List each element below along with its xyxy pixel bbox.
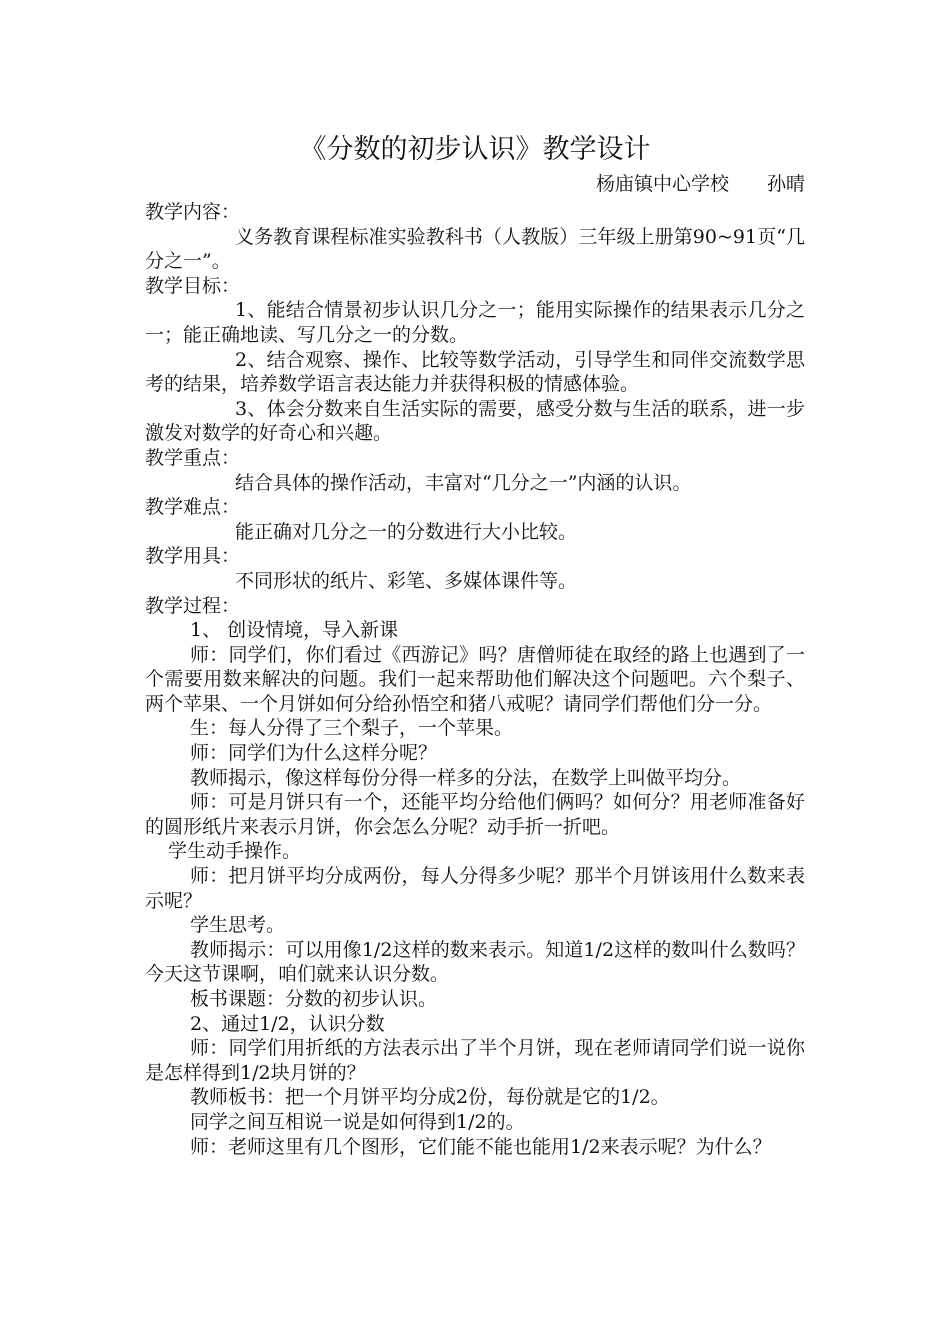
paragraph: 师：把月饼平均分成两份，每人分得多少呢？那半个月饼该用什么数来表示呢？ <box>145 865 805 912</box>
paragraph: 师：可是月饼只有一个，还能平均分给他们俩吗？如何分？用老师准备好的圆形纸片来表示月饼，你会怎么分呢？动手折一折吧。 <box>145 791 805 838</box>
paragraph: 1、 创设情境，导入新课 <box>190 619 399 642</box>
paragraph: 学生思考。 <box>190 914 286 937</box>
document-body <box>145 200 805 1159</box>
paragraph: 2、结合观察、操作、比较等数学活动，引导学生和同伴交流数学思考的结果，培养数学语言表达能力并获得积极的情感体验。 <box>145 348 805 396</box>
paragraph: 义务教育课程标准实验教科书（人教版）三年级上册第90~91页“几分之一”。 <box>145 225 805 273</box>
paragraph: 学生动手操作。 <box>168 840 302 863</box>
section-heading: 教学重点： <box>145 446 241 469</box>
section-heading: 教学过程： <box>145 594 241 617</box>
section-heading: 教学目标： <box>145 274 241 297</box>
document-title: 《分数的初步认识》教学设计 <box>299 134 651 165</box>
paragraph: 师：同学们用折纸的方法表示出了半个月饼，现在老师请同学们说一说你是怎样得到1/2块月饼的？ <box>145 1037 805 1084</box>
section-heading: 教学用具： <box>145 545 241 568</box>
paragraph: 1、能结合情景初步认识几分之一；能用实际操作的结果表示几分之一；能正确地读、写几分之一的分数。 <box>145 299 805 346</box>
paragraph: 师：同学们，你们看过《西游记》吗？唐僧师徒在取经的路上也遇到了一个需要用数来解决的问题。我们一起来帮助他们解决这个问题吧。六个梨子、两个苹果、一个月饼如何分给孙悟空和猪八戒呢？请同学们帮他们分一分。 <box>145 643 805 715</box>
school-name: 杨庙镇中心学校 <box>595 173 729 195</box>
paragraph: 师：老师这里有几个图形，它们能不能也能用1/2来表示呢？为什么？ <box>190 1135 772 1158</box>
paragraph: 教师揭示：可以用像1/2这样的数来表示。知道1/2这样的数叫什么数吗？今天这节课啊，咱们就来认识分数。 <box>145 938 805 986</box>
paragraph: 同学之间互相说一说是如何得到1/2的。 <box>190 1110 525 1133</box>
paragraph: 生：每人分得了三个梨子，一个苹果。 <box>190 717 514 740</box>
paragraph: 板书课题：分数的初步认识。 <box>190 988 438 1010</box>
section-heading: 教学难点： <box>145 496 241 519</box>
author-line <box>145 171 805 197</box>
paragraph: 不同形状的纸片、彩笔、多媒体课件等。 <box>235 569 578 592</box>
paragraph: 2、通过1/2，认识分数 <box>190 1012 385 1035</box>
paragraph: 教师揭示，像这样每份分得一样多的分法，在数学上叫做平均分。 <box>190 766 742 789</box>
paragraph: 教师板书：把一个月饼平均分成2份，每份就是它的1/2。 <box>190 1086 670 1109</box>
paragraph: 师：同学们为什么这样分呢？ <box>190 742 438 765</box>
author-name: 孙晴 <box>766 173 805 195</box>
section-heading: 教学内容： <box>145 201 241 223</box>
paragraph: 3、体会分数来自生活实际的需要，感受分数与生活的联系，进一步激发对数学的好奇心和兴趣。 <box>145 397 805 445</box>
paragraph: 结合具体的操作活动，丰富对“几分之一”内涵的认识。 <box>235 471 692 494</box>
paragraph: 能正确对几分之一的分数进行大小比较。 <box>235 520 578 543</box>
